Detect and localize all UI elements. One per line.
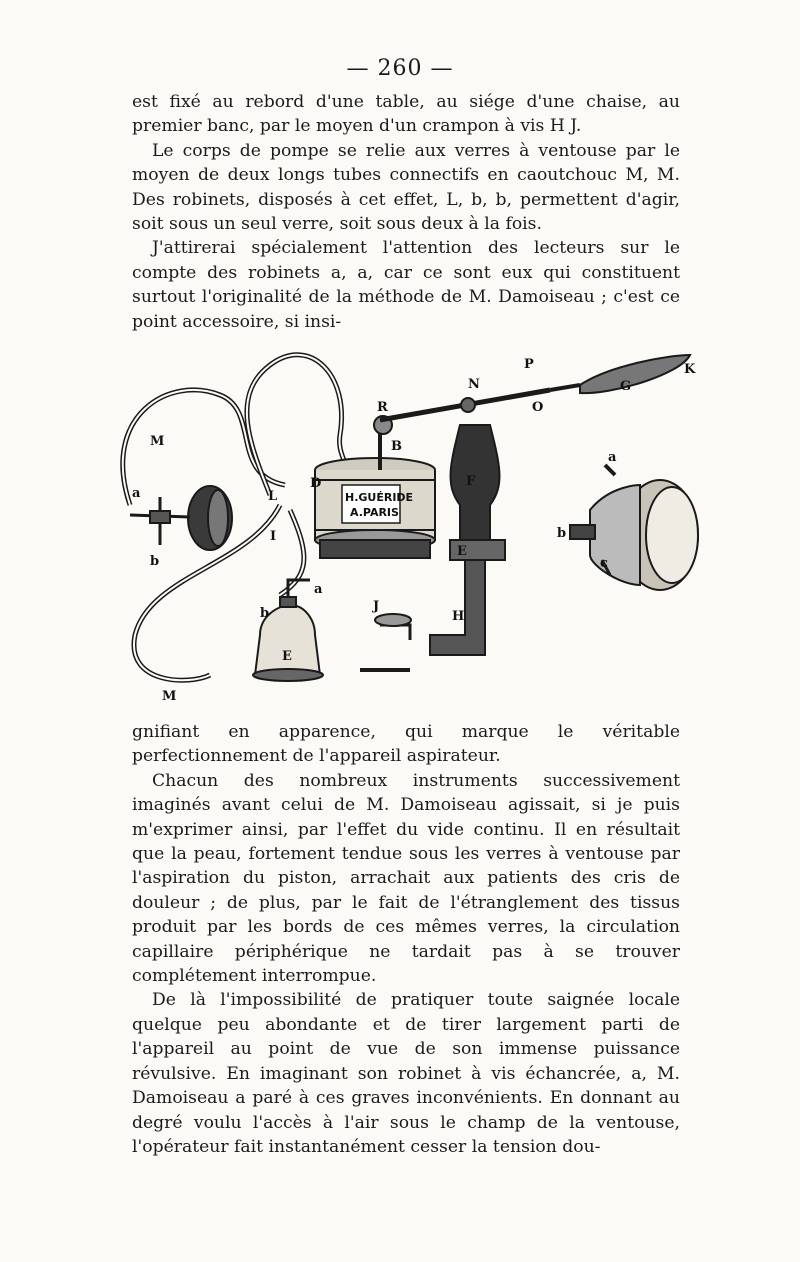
- text-block-top: [132, 90, 680, 334]
- label-R: R: [377, 400, 388, 415]
- maker-stamp-line2: A.PARIS: [350, 506, 399, 519]
- label-b-right: b: [557, 526, 567, 541]
- maker-stamp-line1: H.GUÉRIDE: [345, 491, 414, 504]
- screw-J: [375, 614, 411, 626]
- label-E-pillar: E: [457, 544, 467, 559]
- label-F: F: [466, 474, 476, 489]
- pump-handle: [580, 355, 690, 393]
- label-P: P: [524, 357, 534, 372]
- page-number: — 260 —: [346, 56, 454, 81]
- apparatus-illustration: [110, 335, 710, 705]
- paragraph: est fixé au rebord d'une table, au siége d'une chaise, au premier banc, par le moyen d'un crampon à vis H J.: [132, 92, 680, 137]
- label-a-right: a: [608, 450, 617, 465]
- label-a-left: a: [132, 486, 141, 501]
- paragraph: gnifiant en apparence, qui marque le véritable perfectionnement de l'appareil aspirateur.: [132, 722, 680, 767]
- label-c-right: c: [600, 556, 608, 571]
- label-K: K: [684, 362, 696, 377]
- label-G: G: [620, 379, 632, 394]
- label-L: L: [268, 489, 278, 504]
- apparatus-engraving: [110, 335, 710, 705]
- label-M-top: M: [150, 434, 165, 449]
- label-H: H: [452, 609, 465, 624]
- clamp-H: [430, 560, 485, 655]
- label-B: B: [391, 439, 402, 454]
- label-E-glass: E: [282, 649, 292, 664]
- label-N: N: [468, 377, 480, 392]
- label-J: J: [373, 599, 380, 614]
- label-a-lower: a: [314, 582, 323, 597]
- text-block-bottom: [132, 720, 680, 1159]
- label-D: D: [310, 476, 322, 491]
- label-M-bottom: M: [162, 689, 177, 704]
- paragraph: Le corps de pompe se relie aux verres à ventouse par le moyen de deux longs tubes connectifs en caoutchouc M, M. Des robinets, disposés à cet effet, L, b, b, permettent d'agir, soit sous un seul verre, soit sous deux à la fois.: [132, 140, 680, 235]
- label-b-lower: b: [260, 606, 270, 621]
- paragraph: J'attirerai spécialement l'attention des lecteurs sur le compte des robinets a, a, car ce sont eux qui constituent surtout l'originalité de la méthode de M. Damoiseau ; c'est ce point accessoire, si insi-: [132, 238, 680, 332]
- paragraph: De là l'impossibilité de pratiquer toute saignée locale quelque peu abondante et de tirer largement parti de l'appareil au point de vue de son immense puissance révulsive. En imaginant son robinet à vis échancrée, a, M. Damoiseau a paré à ces graves inconvénients. En donnant au degré voulu l'accès à l'air sous le champ de la ventouse, l'opérateur fait instantanément cesser la tension dou-: [132, 990, 680, 1157]
- label-I: I: [270, 529, 277, 544]
- label-O: O: [532, 400, 544, 415]
- label-b-left: b: [150, 554, 160, 569]
- paragraph: Chacun des nombreux instruments successivement imaginés avant celui de M. Damoiseau agissait, si je puis m'exprimer ainsi, par l'effet du vide continu. Il en résultait que la peau, fortement tendue sous les verres à ventouse par l'aspiration du piston, arrachait aux patients des cris de douleur ; de plus, par le fait de l'étranglement des tissus produit par les bords de ces mêmes verres, la circulation capillaire périphérique ne tardait pas à se trouver complétement interrompue.: [132, 770, 680, 987]
